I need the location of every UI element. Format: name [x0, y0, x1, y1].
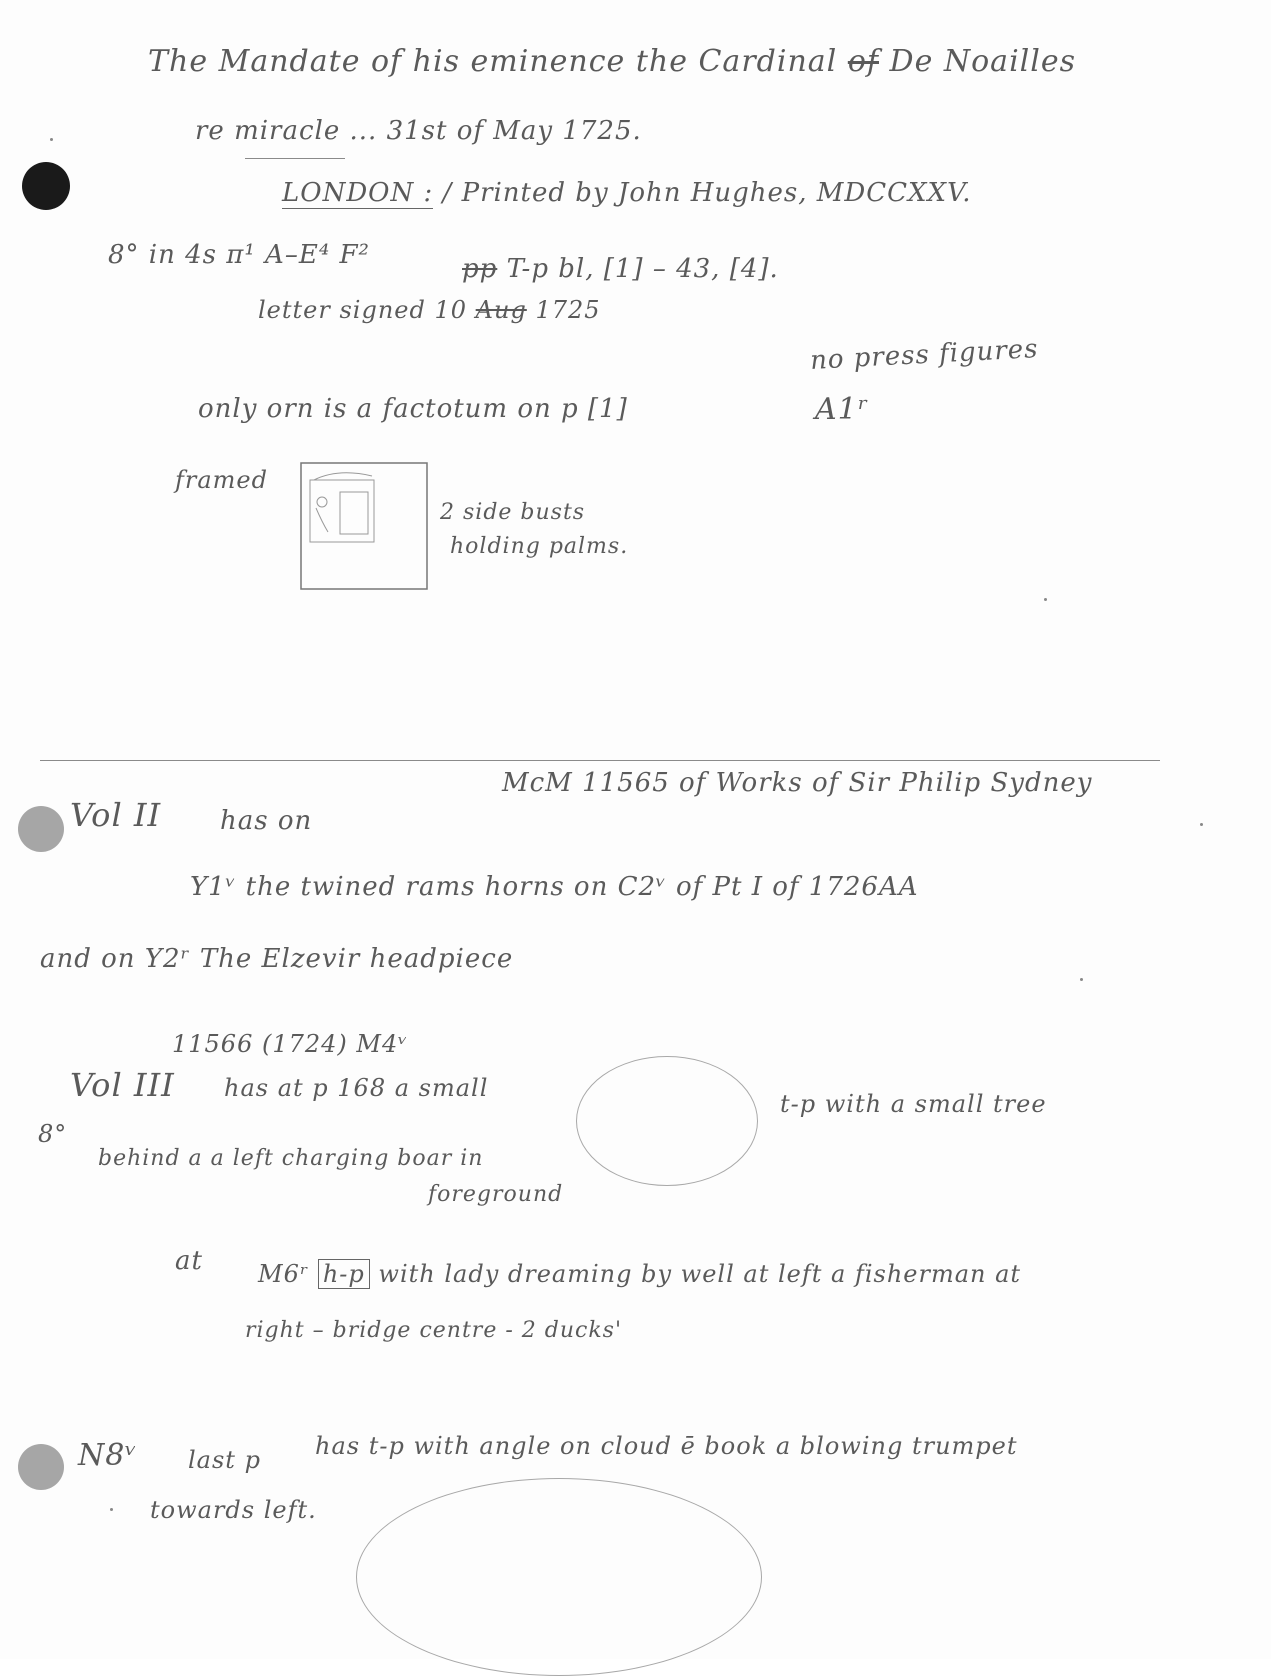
n8-signature: N8ᵛ [78, 1438, 138, 1473]
section-divider [40, 760, 1160, 761]
title-end: De Noailles [889, 44, 1077, 79]
ornament-signature: A1ʳ [815, 392, 870, 427]
n8-last: last p [188, 1446, 261, 1474]
title-line [148, 44, 1076, 79]
subtitle-line: re miracle ... 31st of May 1725. [195, 116, 642, 146]
binder-hole-middle [18, 806, 64, 852]
imprint-line [282, 178, 972, 208]
speck [50, 138, 53, 141]
imprint-rest: / Printed by John Hughes, MDCCXXV. [442, 178, 972, 208]
binder-hole-top [22, 162, 70, 210]
vol2-label: Vol II [70, 796, 162, 834]
n8-ornament-oval [356, 1478, 762, 1676]
speck [110, 1508, 113, 1511]
m6-at: at [175, 1246, 203, 1276]
m6-line [258, 1260, 1021, 1288]
vol2-line2: and on Y2ʳ The Elzevir headpiece [40, 944, 514, 974]
pagination-text: T-p bl, [1] – 43, [4]. [506, 254, 779, 284]
vol3-reference: 11566 (1724) M4ᵛ [172, 1030, 409, 1058]
vol3-format: 8° [38, 1120, 68, 1148]
vol3-line2: behind a a left charging boar in [98, 1146, 484, 1171]
press-figures-note: no press figures [809, 334, 1040, 376]
factotum-sketch [300, 462, 430, 592]
vol2-has: has on [220, 806, 313, 836]
vol3-line3: foreground [428, 1182, 564, 1207]
pagination-struck: pp [462, 254, 498, 284]
m6-headpiece-box: h-p [318, 1259, 370, 1289]
m6-line2: right – bridge centre - 2 ducks' [245, 1318, 622, 1343]
collation: 8° in 4s π¹ A–E⁴ F² [108, 240, 370, 270]
vol3-text: has at p 168 a small [224, 1074, 489, 1102]
m6-text: with lady dreaming by well at left a fisherman at [378, 1260, 1022, 1288]
letter-signed-struck: Aug [475, 296, 527, 324]
miracle-underline [245, 158, 345, 159]
n8-line2: towards left. [150, 1496, 317, 1524]
title-struck-word: of [847, 44, 879, 79]
vol3-ornament-oval [576, 1056, 758, 1186]
speck [1044, 598, 1047, 601]
binder-hole-bottom [18, 1444, 64, 1490]
m6-signature: M6ʳ [258, 1260, 310, 1288]
sketch-caption-1: 2 side busts [440, 500, 586, 525]
vol2-line1: Y1ᵛ the twined rams horns on C2ᵛ of Pt I of 1726AA [190, 872, 919, 902]
vol3-label: Vol III [70, 1066, 175, 1104]
vol3-tp: t-p with a small tree [780, 1090, 1047, 1118]
speck [1200, 823, 1203, 826]
title-text: The Mandate of his eminence the Cardinal [148, 44, 838, 79]
speck [1080, 978, 1083, 981]
reference-line: McM 11565 of Works of Sir Philip Sydney [502, 768, 1093, 798]
pagination [462, 254, 779, 284]
letter-signed-year: 1725 [535, 296, 601, 324]
letter-signed-text: letter signed 10 [258, 296, 468, 324]
sketch-caption-2: holding palms. [450, 534, 629, 559]
imprint-city: LONDON : [282, 178, 434, 208]
ornament-note: only orn is a factotum on p [1] [198, 394, 628, 424]
letter-signed-line [258, 296, 601, 324]
framed-label: framed [175, 466, 268, 494]
n8-text: has t-p with angle on cloud ē book a blowing trumpet [315, 1432, 1018, 1460]
